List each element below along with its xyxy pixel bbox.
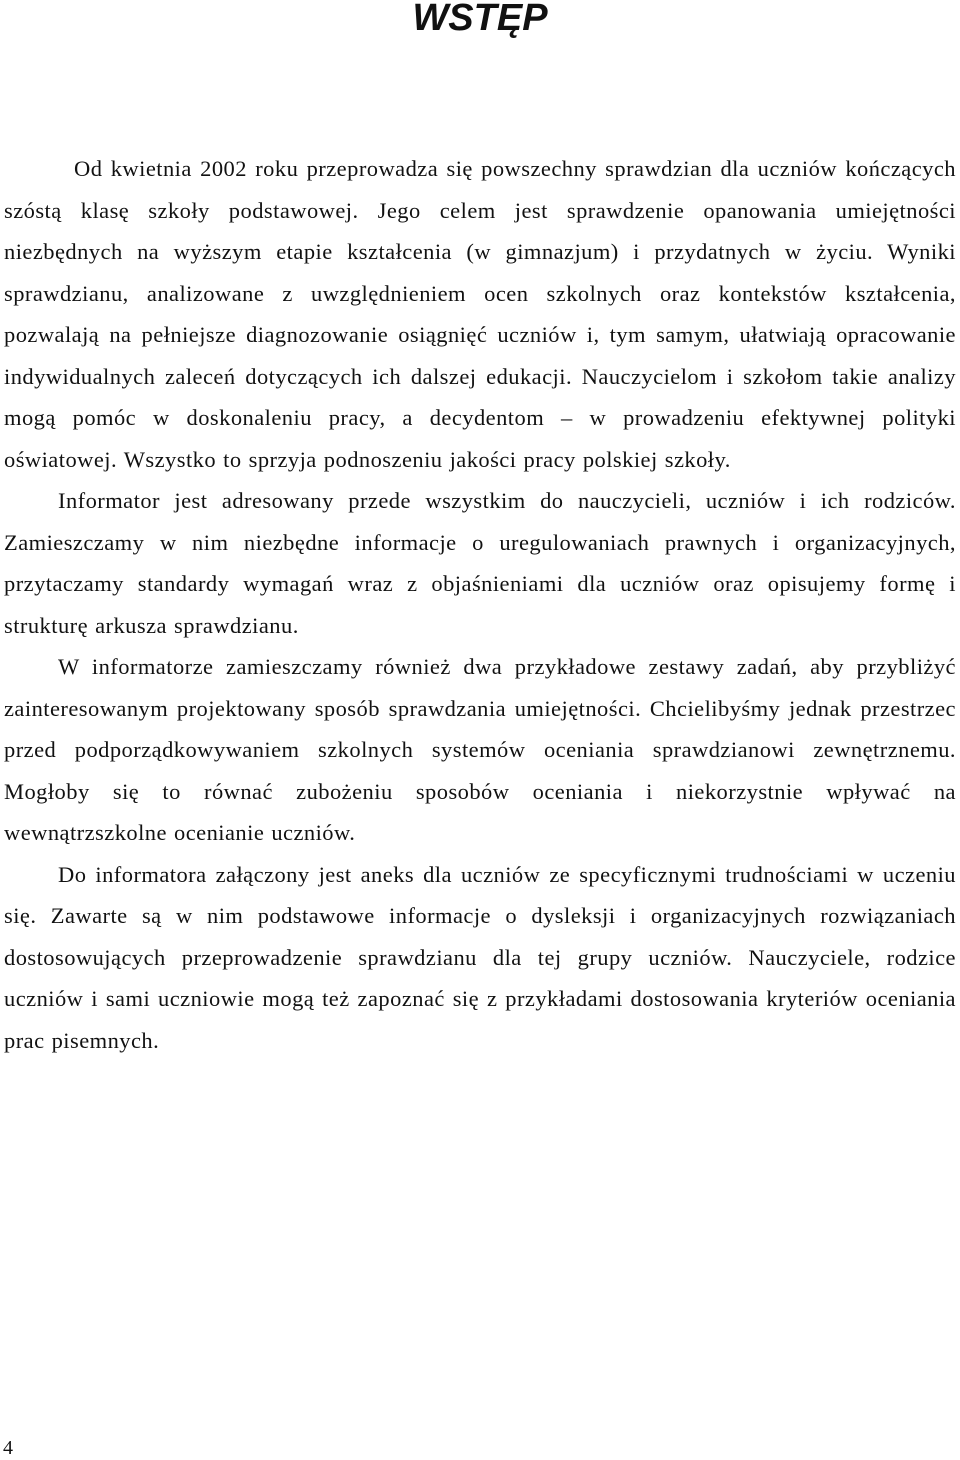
paragraph-audience: Informator jest adresowany przede wszystkim do nauczycieli, uczniów i ich rodziców. Zamieszczamy w nim niezbędne informacje o uregulowaniach prawnych i organizacyjnych, przytaczamy standardy wymagań wraz z objaśnieniami dla uczniów oraz opisujemy formę i strukturę arkusza sprawdzianu.	[4, 488, 956, 638]
paragraph-annex: Do informatora załączony jest aneks dla uczniów ze specyficznymi trudnościami w uczeniu się. Zawarte są w nim podstawowe informacje o dysleksji i organizacyjnych rozwiązaniach dostosowujących przeprowadzenie sprawdzianu dla tej grupy uczniów. Nauczyciele, rodzice uczniów i sami uczniowie mogą też zapoznać się z przykładami dostosowania kryteriów oceniania prac pisemnych.	[4, 861, 956, 1053]
page-title: WSTĘP	[412, 0, 548, 39]
paragraph-intro: Od kwietnia 2002 roku przeprowadza się powszechny sprawdzian dla uczniów kończących szóstą klasę szkoły podstawowej. Jego celem jest sprawdzenie opanowania umiejętności niezbędnych na wyższym etapie kształcenia (w gimnazjum) i przydatnych w życiu. Wyniki sprawdzianu, analizowane z uwzględnieniem ocen szkolnych oraz kontekstów kształcenia, pozwalają na pełniejsze diagnozowanie osiągnięć uczniów i, tym samym, ułatwiają opracowanie indywidualnych zaleceń dotyczących ich dalszej edukacji. Nauczycielom i szkołom takie analizy mogą pomóc w doskonaleniu pracy, a decydentom – w prowadzeniu efektywnej polityki oświatowej. Wszystko to sprzyja podnoszeniu jakości pracy polskiej szkoły.	[4, 156, 956, 472]
paragraph-examples: W informatorze zamieszczamy również dwa przykładowe zestawy zadań, aby przybliżyć zainteresowanym projektowany sposób sprawdzania umiejętności. Chcielibyśmy jednak przestrzec przed podporządkowywaniem szkolnych systemów oceniania sprawdzianowi zewnętrznemu. Mogłoby się to równać zubożeniu sposobów oceniania i niekorzystnie wpływać na wewnątrzszkolne ocenianie uczniów.	[4, 654, 956, 845]
page-number: 4	[3, 1437, 13, 1459]
document-body	[4, 148, 956, 1061]
